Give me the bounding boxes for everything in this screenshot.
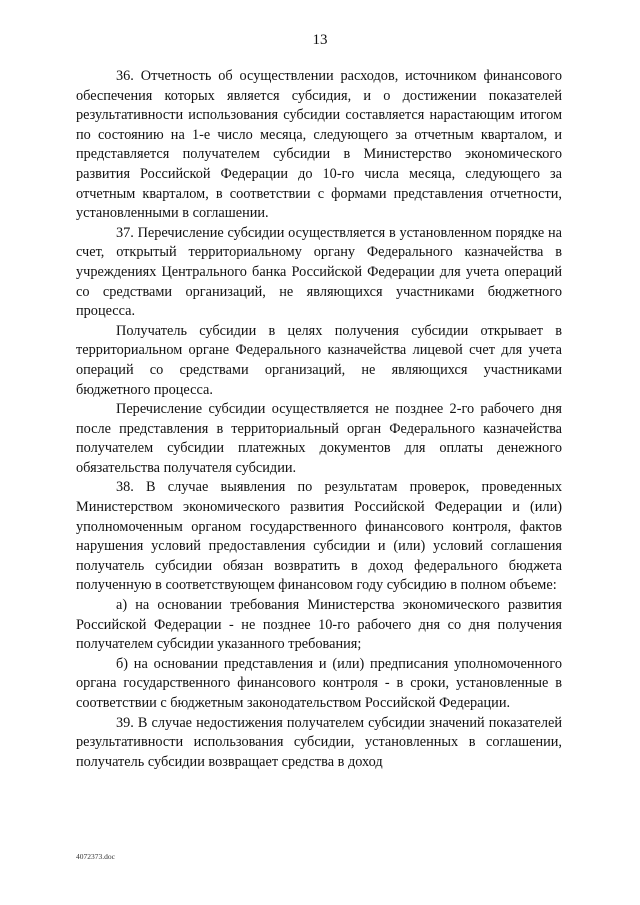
footer-filename: 4072373.doc [76, 852, 115, 861]
paragraph-38-b: б) на основании представления и (или) предписания уполномоченного органа государственного финансового контроля - в сроки, установленные в соответствии с бюджетным законодательством Российской Федерации. [76, 655, 562, 711]
paragraph-38: 38. В случае выявления по результатам проверок, проведенных Министерством экономического развития Российской Федерации и (или) уполномоченным органом государственного финансового контроля, фактов нарушения условий предоставления субсидии и (или) условий соглашения получатель субсидии обязан возвратить в доход федерального бюджета полученную в соответствующем финансовом году субсидию в полном объеме: [76, 479, 562, 594]
paragraph-37: 37. Перечисление субсидии осуществляется в установленном порядке на счет, открытый территориальному органу Федерального казначейства в учреждениях Центрального банка Российской Федерации для учета операций со средствами организаций, не являющихся участниками бюджетного процесса. [76, 224, 562, 320]
paragraph-39: 39. В случае недостижения получателем субсидии значений показателей результативности использования субсидии, установленных в соглашении, получатель субсидии возвращает средства в доход [76, 714, 562, 770]
paragraph-38-a: а) на основании требования Министерства экономического развития Российской Федерации - не позднее 10-го рабочего дня со дня получения получателем субсидии указанного требования; [76, 597, 562, 653]
paragraph-36: 36. Отчетность об осуществлении расходов, источником финансового обеспечения которых является субсидия, и о достижении показателей результативности использования субсидии составляется нарастающим итогом по состоянию на 1-е число месяца, следующего за отчетным кварталом, и представляется получателем субсидии в Министерство экономического развития Российской Федерации до 10-го числа месяца, следующего за отчетным кварталом, в соответствии с формами представления отчетности, установленными в соглашении. [76, 68, 562, 222]
page-number: 13 [312, 32, 328, 48]
paragraph-37-account: Получатель субсидии в целях получения субсидии открывает в территориальном органе Федерального казначейства лицевой счет для учета операций со средствами организаций, не являющихся участниками бюджетного процесса. [76, 322, 562, 398]
document-body [76, 67, 562, 772]
paragraph-37-transfer: Перечисление субсидии осуществляется не позднее 2-го рабочего дня после представления в территориальный орган Федерального казначейства получателем субсидии платежных документов для оплаты денежного обязательства получателя субсидии. [76, 401, 562, 476]
